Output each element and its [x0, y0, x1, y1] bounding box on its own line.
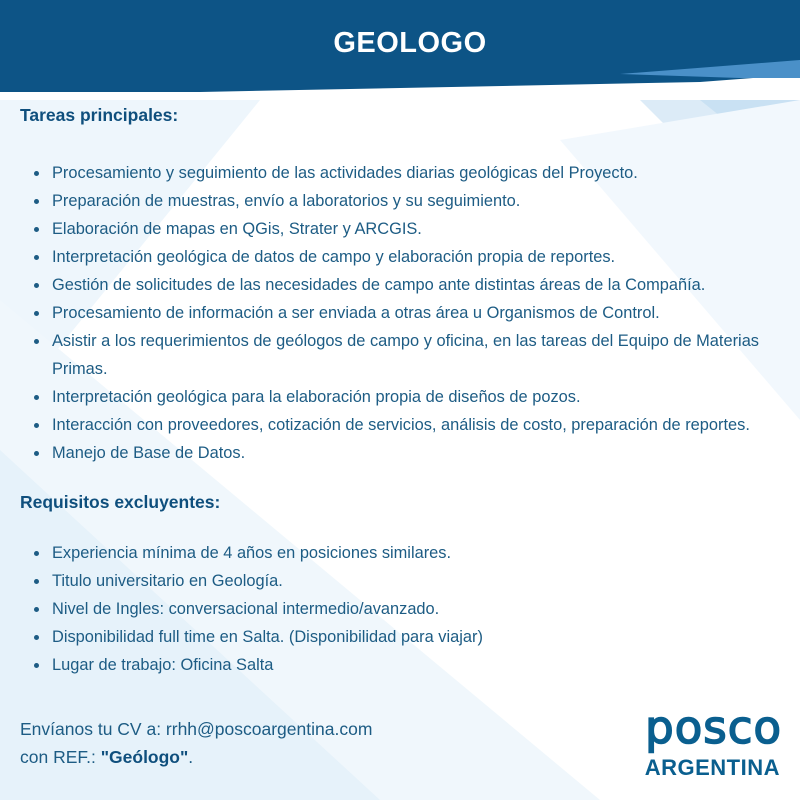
list-item: Experiencia mínima de 4 años en posiciones similares. — [30, 539, 770, 567]
contact-block — [20, 715, 372, 771]
list-item: Preparación de muestras, envío a laboratorios y su seguimiento. — [30, 187, 790, 215]
ref-value: "Geólogo" — [100, 747, 189, 767]
ref-suffix: . — [188, 747, 194, 767]
list-item: Interpretación geológica para la elaboración propia de diseños de pozos. — [30, 383, 790, 411]
list-item: Disponibilidad full time en Salta. (Disponibilidad para viajar) — [30, 623, 770, 651]
ref-prefix: con REF.: — [20, 747, 101, 767]
list-item: Asistir a los requerimientos de geólogos de campo y oficina, en las tareas del Equipo de Materias Primas. — [30, 327, 790, 383]
list-item: Gestión de solicitudes de las necesidades de campo ante distintas áreas de la Compañía. — [30, 271, 790, 299]
list-item: Lugar de trabajo: Oficina Salta — [30, 651, 770, 679]
posco-logo — [612, 701, 782, 781]
contact-email-line[interactable]: Envíanos tu CV a: rrhh@poscoargentina.com — [20, 719, 373, 739]
page-title: GEOLOGO — [333, 27, 487, 59]
tasks-list — [30, 159, 790, 467]
tasks-heading: Tareas principales: — [20, 105, 179, 125]
requirements-list — [30, 539, 770, 679]
logo-subtitle: ARGENTINA — [644, 755, 780, 780]
list-item: Interacción con proveedores, cotización de servicios, análisis de costo, preparación de reportes. — [30, 411, 790, 439]
list-item: Procesamiento de información a ser enviada a otras área u Organismos de Control. — [30, 299, 790, 327]
requirements-heading: Requisitos excluyentes: — [20, 492, 221, 512]
list-item: Manejo de Base de Datos. — [30, 439, 790, 467]
list-item: Titulo universitario en Geología. — [30, 567, 770, 595]
list-item: Interpretación geológica de datos de campo y elaboración propia de reportes. — [30, 243, 790, 271]
logo-wordmark: posco — [645, 701, 782, 754]
list-item: Nivel de Ingles: conversacional intermedio/avanzado. — [30, 595, 770, 623]
list-item: Elaboración de mapas en QGis, Strater y ARCGIS. — [30, 215, 790, 243]
list-item: Procesamiento y seguimiento de las actividades diarias geológicas del Proyecto. — [30, 159, 790, 187]
contact-ref-line — [20, 743, 372, 771]
